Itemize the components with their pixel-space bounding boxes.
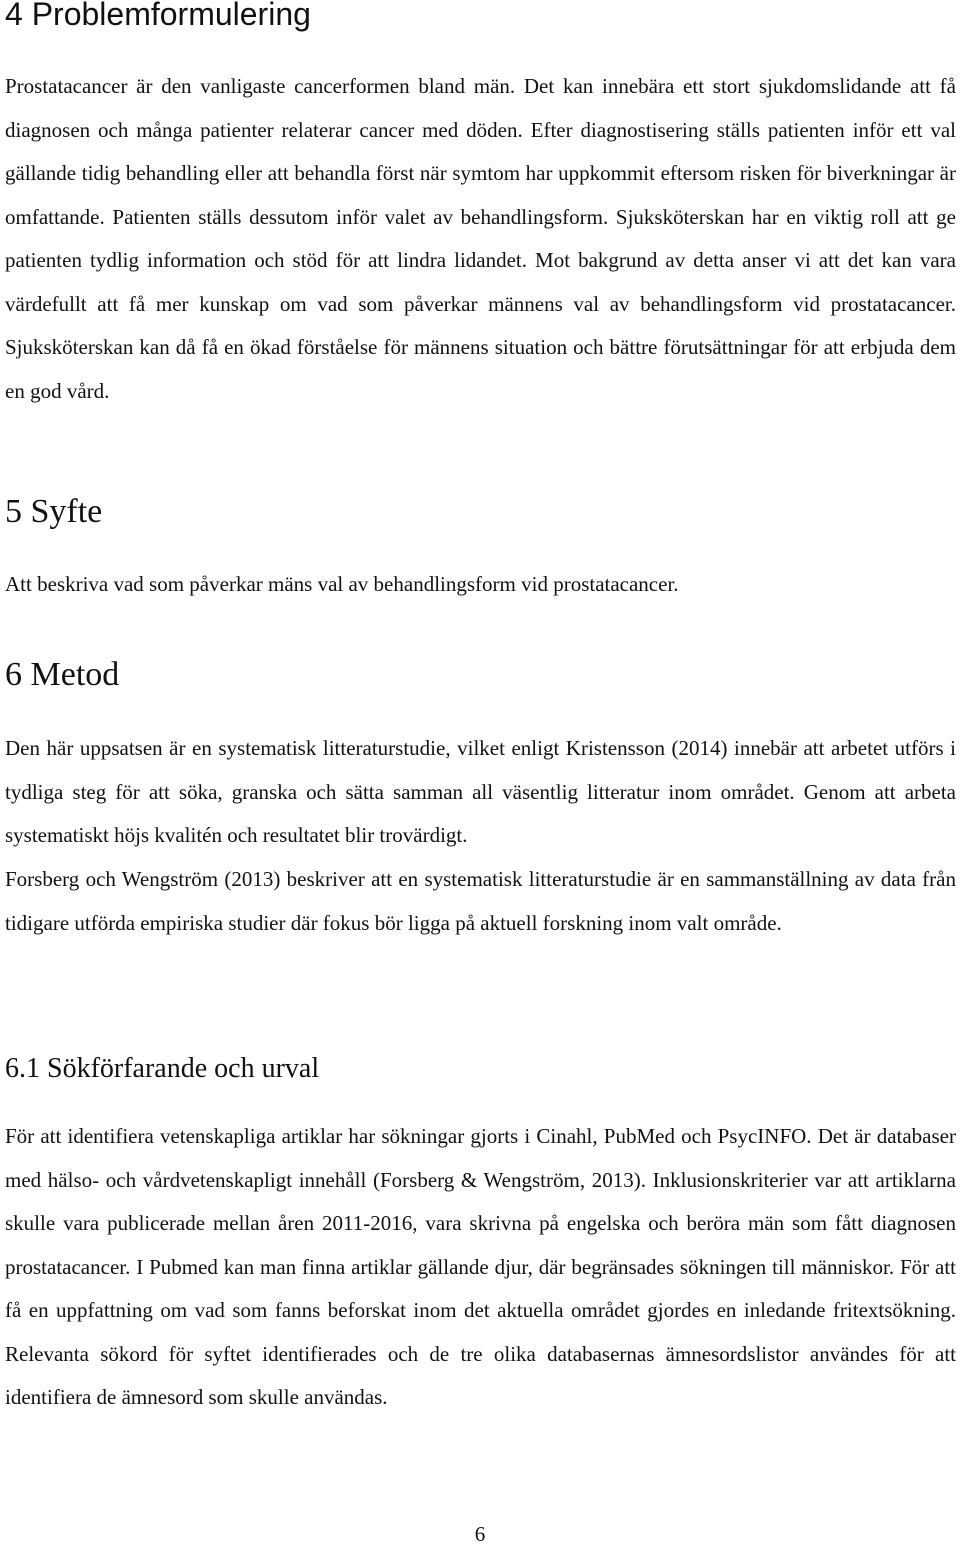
heading-sokforfarande: 6.1 Sökförfarande och urval [5,1053,320,1084]
paragraph-metod-2: Forsberg och Wengström (2013) beskriver att en systematisk litteraturstudie är en sammanställning av data från tidigare utförda empiriska studier där fokus bör ligga på aktuell forskning inom valt område. [5,867,956,935]
paragraph-syfte: Att beskriva vad som påverkar mäns val av behandlingsform vid prostatacancer. [5,572,679,596]
heading-syfte: 5 Syfte [5,493,103,530]
paragraph-sokforfarande: För att identifiera vetenskapliga artiklar har sökningar gjorts i Cinahl, PubMed och PsycINFO. Det är databaser med hälso- och vårdvetenskapligt innehåll (Forsberg & Wengström, 2013). Inklusionskriterier var att artiklarna skulle vara publicerade mellan åren 2011-2016, vara skrivna på engelska och beröra män som fått diagnosen prostatacancer. I Pubmed kan man finna artiklar gällande djur, där begränsades sökningen till människor. För att få en uppfattning om vad som fanns beforskat inom det aktuella området gjordes en inledande fritextsökning. Relevanta sökord för syftet identifierades och de tre olika databasernas ämnesordslistor användes för att identifiera de ämnesord som skulle användas. [5,1124,956,1409]
heading-problemformulering: 4 Problemformulering [5,0,311,32]
paragraph-problemformulering: Prostatacancer är den vanligaste cancerformen bland män. Det kan innebära ett stort sjukdomslidande att få diagnosen och många patienter relaterar cancer med döden. Efter diagnostisering ställs patienten inför ett val gällande tidig behandling eller att behandla först när symtom har uppkommit eftersom risken för biverkningar är omfattande. Patienten ställs dessutom inför valet av behandlingsform. Sjuksköterskan har en viktig roll att ge patienten tydlig information och stöd för att lindra lidandet. Mot bakgrund av detta anser vi att det kan vara värdefullt att få mer kunskap om vad som påverkar männens val av behandlingsform vid prostatacancer. Sjuksköterskan kan då få en ökad förståelse för männens situation och bättre förutsättningar för att erbjuda dem en god vård. [5,74,956,403]
paragraph-metod-1: Den här uppsatsen är en systematisk litteraturstudie, vilket enligt Kristensson (2014) innebär att arbetet utförs i tydliga steg för att söka, granska och sätta samman all väsentlig litteratur inom området. Genom att arbeta systematiskt höjs kvalitén och resultatet blir trovärdigt. [5,736,956,847]
heading-metod: 6 Metod [5,656,120,693]
page-number: 6 [474,1522,486,1546]
